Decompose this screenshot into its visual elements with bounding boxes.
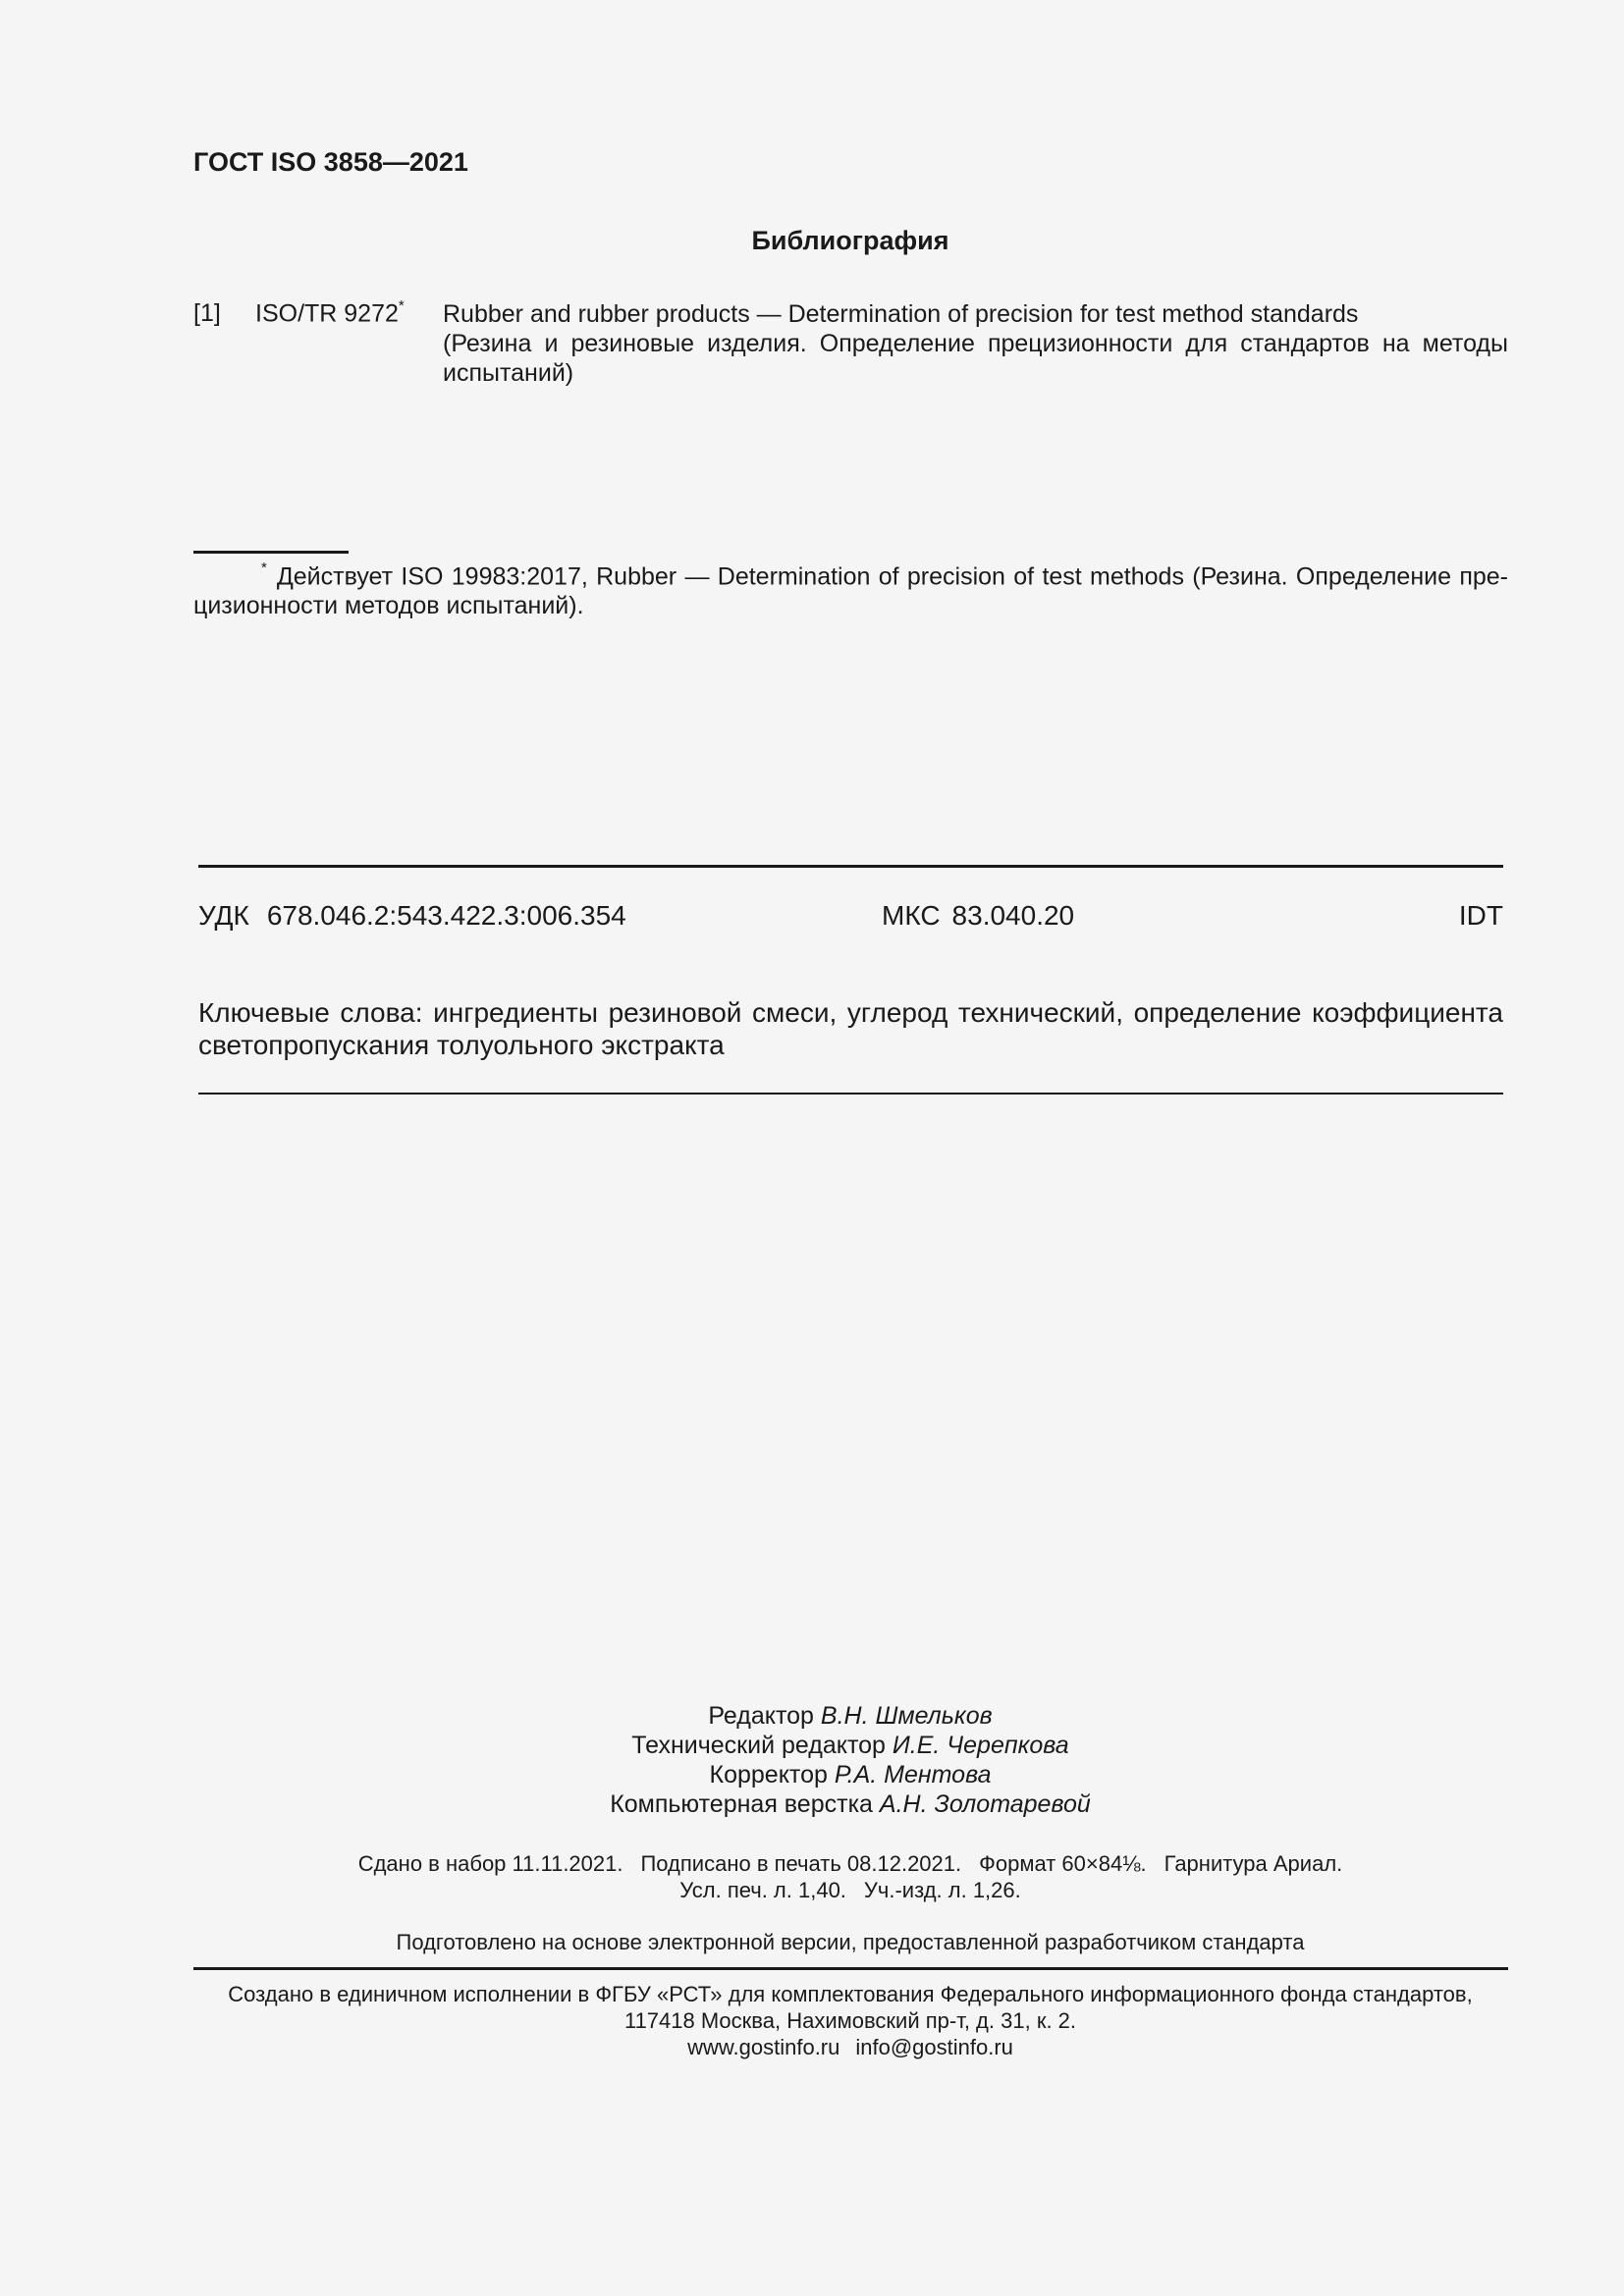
publisher-website-link[interactable]: www.gostinfo.ru [687,2035,840,2059]
bib-entry-number: [1] [193,299,221,327]
publisher-contacts [0,2034,1624,2060]
credit-tech-editor: Технический редактор И.Е. Черепкова [631,1732,1069,1759]
publisher-rule [193,1967,1508,1970]
mks-value: 83.040.20 [951,900,1075,931]
credits [0,1701,1624,1819]
idt-marker: IDT [1458,900,1503,931]
footnote-divider [193,551,349,554]
footnote-text: Действует ISO 19983:2017, Rubber — Determination of precision of test methods (Резина. Определение пре-цизионности методов испытаний). [193,562,1508,620]
section-title: Библиография [751,226,949,255]
udk-value: 678.046.2:543.422.3:006.354 [266,900,626,931]
credit-proofreader: Корректор Р.А. Ментова [709,1761,992,1789]
bib-footnote-mark: * [398,297,405,314]
bib-entry-code [255,299,405,328]
udk-label: УДК [198,900,249,931]
print-info [0,1850,1624,1903]
credit-editor: Редактор В.Н. Шмельков [708,1702,993,1730]
running-header: ГОСТ ISO 3858—2021 [193,147,468,177]
publisher-line-1: Создано в единичном исполнении в ФГБУ «РСТ» для комплектования Федерального информационного фонда стандартов, [228,1982,1473,2006]
print-info-line-1: Сдано в набор 11.11.2021. Подписано в печать 08.12.2021. Формат 60×84⅛. Гарнитура Ариал. [357,1851,1343,1876]
mks-label: МКС [882,900,941,931]
bib-entry-code-text: ISO/TR 9272 [255,299,399,328]
bib-entry-text [443,299,1508,388]
bib-entry-title-en: Rubber and rubber products — Determination of precision for test method standards [443,300,1359,328]
prepared-note: Подготовлено на основе электронной версии, предоставленной разработчиком стандарта [396,1930,1305,1954]
udk-code [198,900,626,932]
mks-code [882,900,1074,932]
keywords: Ключевые слова: ингредиенты резиновой смеси, углерод технический, определение коэффициента светопропускания толуольного экстракта [198,997,1503,1060]
publisher-address: 117418 Москва, Нахимовский пр-т, д. 31, к. 2. [623,2008,1077,2033]
print-info-line-2: Усл. печ. л. 1,40. Уч.-изд. л. 1,26. [679,1878,1021,1902]
publisher-info [0,1981,1624,2060]
bib-entry-title-ru: (Резина и резиновые изделия. Определение прецизионности для стандартов на методы испытаний) [443,330,1508,387]
footnote [193,557,1508,620]
publisher-email-link[interactable]: info@gostinfo.ru [855,2035,1013,2059]
footnote-mark: * [261,560,267,576]
classification-rule-bottom [198,1093,1503,1095]
classification-rule-top [198,865,1503,868]
credit-layout: Компьютерная верстка А.Н. Золотаревой [610,1790,1091,1818]
